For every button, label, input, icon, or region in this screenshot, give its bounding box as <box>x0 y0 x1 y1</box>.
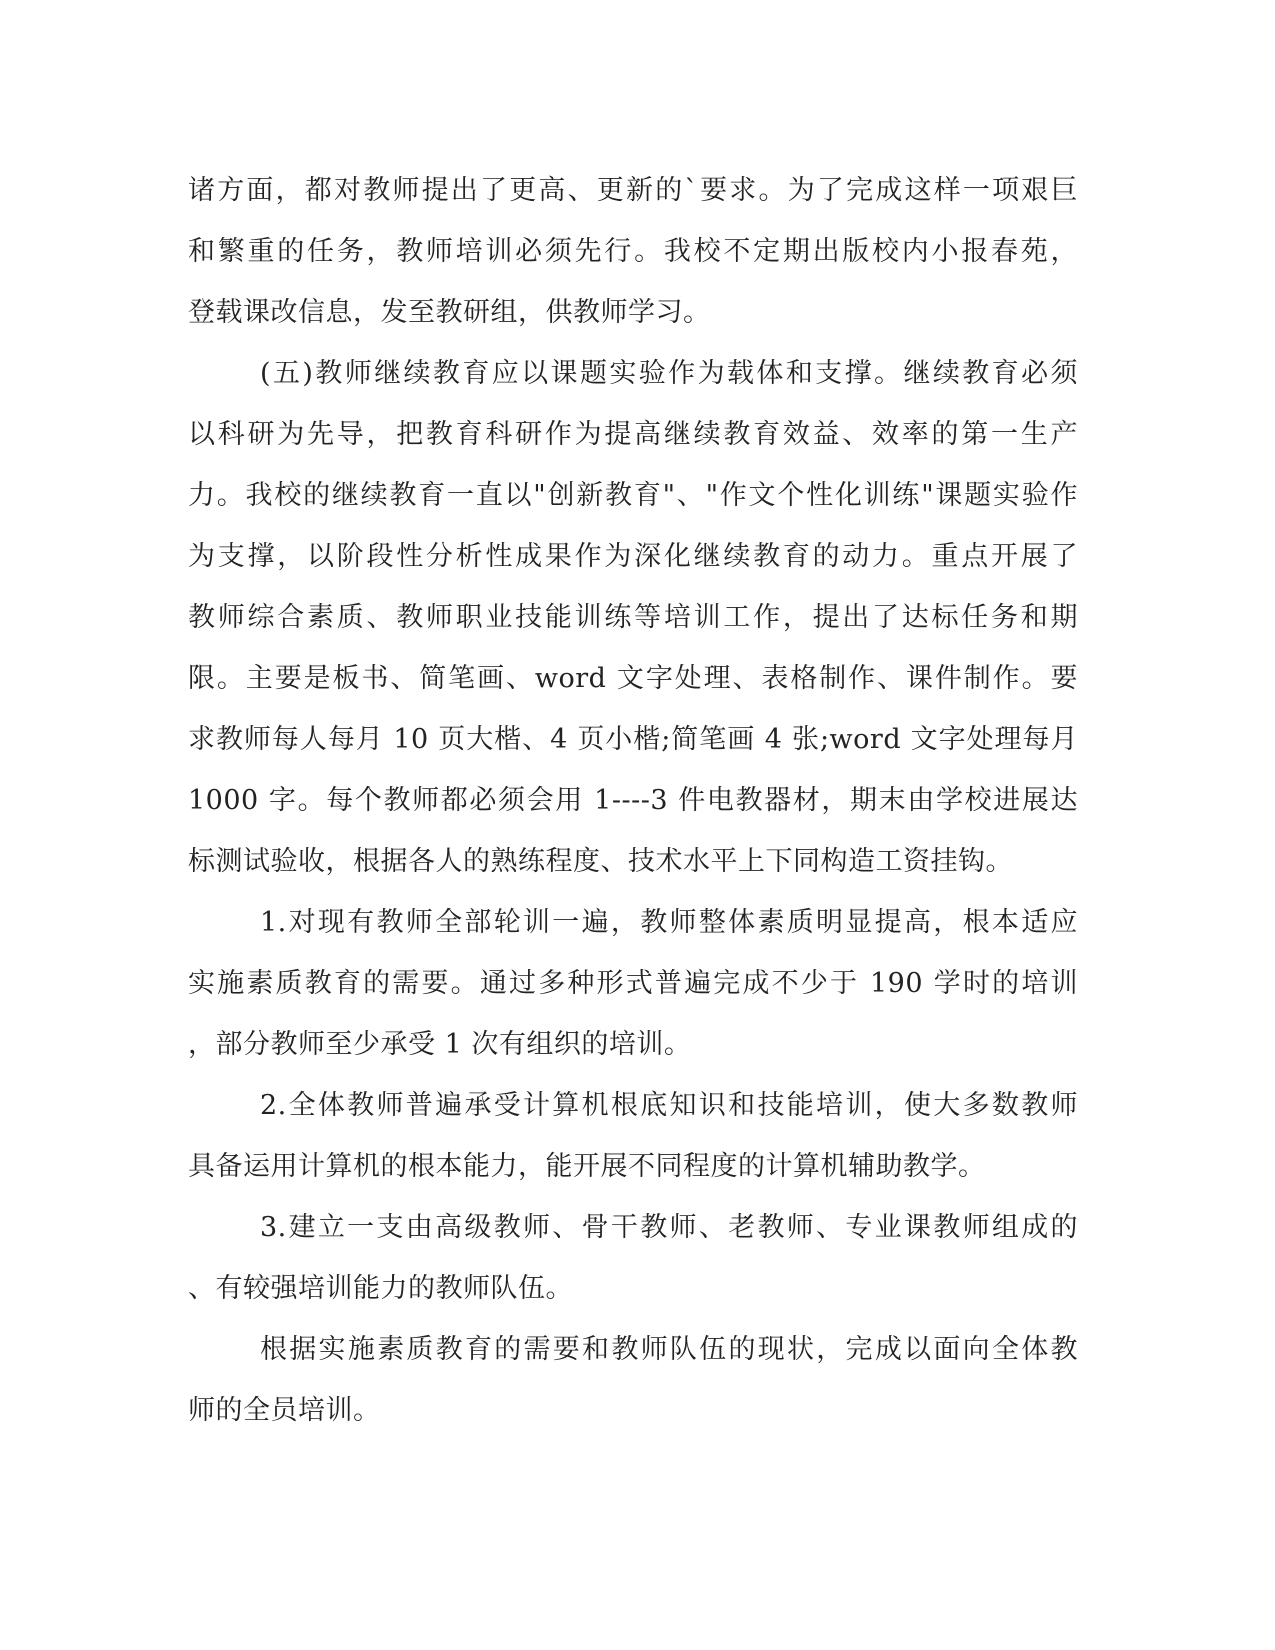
text-line: 以科研为先导，把教育科研作为提高继续教育效益、效率的第一生产 <box>188 419 1078 450</box>
text-line: 实施素质教育的需要。通过多种形式普遍完成不少于 190 学时的培训 <box>188 968 1078 999</box>
text-line: 限。主要是板书、简笔画、word 文字处理、表格制作、课件制作。要 <box>188 663 1078 694</box>
text-line: (五)教师继续教育应以课题实验作为载体和支撑。继续教育必须 <box>260 358 1078 389</box>
text-line: 标测试验收，根据各人的熟练程度、技术水平上下同构造工资挂钩。 <box>188 846 1013 877</box>
document-body <box>188 160 1078 1441</box>
text-line: 2.全体教师普遍承受计算机根底知识和技能培训，使大多数教师 <box>260 1090 1078 1121</box>
text-line: 根据实施素质教育的需要和教师队伍的现状，完成以面向全体教 <box>260 1334 1078 1365</box>
text-line: 师的全员培训。 <box>188 1395 381 1426</box>
text-line: 1.对现有教师全部轮训一遍，教师整体素质明显提高，根本适应 <box>260 907 1078 938</box>
text-line: 3.建立一支由高级教师、骨干教师、老教师、专业课教师组成的 <box>260 1212 1078 1243</box>
text-line: 力。我校的继续教育一直以"创新教育"、"作文个性化训练"课题实验作 <box>188 480 1078 511</box>
text-line: 、有较强培训能力的教师队伍。 <box>188 1273 573 1304</box>
text-line: 和繁重的任务，教师培训必须先行。我校不定期出版校内小报春苑， <box>188 236 1078 267</box>
text-line: ，部分教师至少承受 1 次有组织的培训。 <box>188 1029 692 1060</box>
text-line: 求教师每人每月 10 页大楷、4 页小楷;简笔画 4 张;word 文字处理每月 <box>188 724 1078 755</box>
text-line: 1000 字。每个教师都必须会用 1----3 件电教器材，期末由学校进展达 <box>188 785 1078 816</box>
text-line: 登载课改信息，发至教研组，供教师学习。 <box>188 297 711 328</box>
text-line: 具备运用计算机的根本能力，能开展不同程度的计算机辅助教学。 <box>188 1151 986 1182</box>
text-line: 诸方面，都对教师提出了更高、更新的`要求。为了完成这样一项艰巨 <box>188 175 1078 206</box>
text-line: 为支撑，以阶段性分析性成果作为深化继续教育的动力。重点开展了 <box>188 541 1078 572</box>
text-line: 教师综合素质、教师职业技能训练等培训工作，提出了达标任务和期 <box>188 602 1078 633</box>
